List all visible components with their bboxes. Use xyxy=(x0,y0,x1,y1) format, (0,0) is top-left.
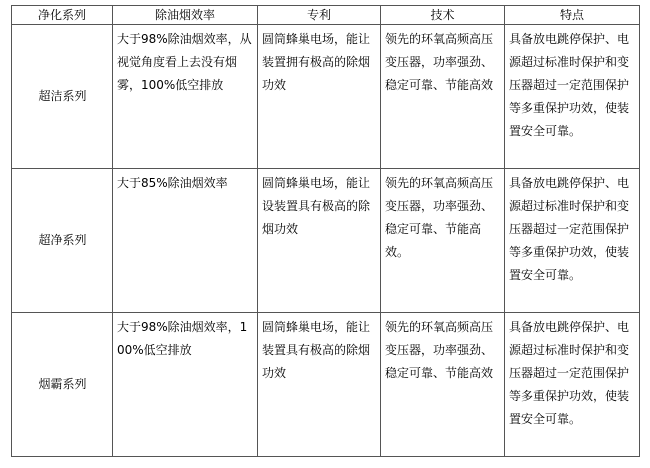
technology-cell: 领先的环氧高频高压变压器，功率强劲、稳定可靠、节能高效。 xyxy=(381,169,505,313)
table-row xyxy=(12,313,640,457)
patent-cell: 圆筒蜂巢电场，能让装置拥有极高的除烟功效 xyxy=(258,25,381,169)
header-efficiency: 除油烟效率 xyxy=(113,6,258,25)
efficiency-cell: 大于98%除油烟效率，100%低空排放 xyxy=(113,313,258,457)
efficiency-cell: 大于85%除油烟效率 xyxy=(113,169,258,313)
header-patent: 专利 xyxy=(258,6,381,25)
table-row xyxy=(12,169,640,313)
table-row xyxy=(12,25,640,169)
series-cell: 烟霸系列 xyxy=(12,313,113,457)
technology-cell: 领先的环氧高频高压变压器，功率强劲、稳定可靠、节能高效 xyxy=(381,25,505,169)
header-features: 特点 xyxy=(505,6,640,25)
product-table-container xyxy=(11,5,640,457)
features-cell: 具备放电跳停保护、电源超过标准时保护和变压器超过一定范围保护等多重保护功效，使装置安全可靠。 xyxy=(505,25,640,169)
series-cell: 超洁系列 xyxy=(12,25,113,169)
features-cell: 具备放电跳停保护、电源超过标准时保护和变压器超过一定范围保护等多重保护功效，使装置安全可靠。 xyxy=(505,313,640,457)
patent-cell: 圆筒蜂巢电场，能让装置具有极高的除烟功效 xyxy=(258,313,381,457)
efficiency-cell: 大于98%除油烟效率，从视觉角度看上去没有烟雾，100%低空排放 xyxy=(113,25,258,169)
technology-cell: 领先的环氧高频高压变压器，功率强劲、稳定可靠、节能高效 xyxy=(381,313,505,457)
table-header-row xyxy=(12,6,640,25)
product-comparison-table xyxy=(11,5,640,457)
header-series: 净化系列 xyxy=(12,6,113,25)
patent-cell: 圆筒蜂巢电场，能让设装置具有极高的除烟功效 xyxy=(258,169,381,313)
series-cell: 超净系列 xyxy=(12,169,113,313)
features-cell: 具备放电跳停保护、电源超过标准时保护和变压器超过一定范围保护等多重保护功效，使装置安全可靠。 xyxy=(505,169,640,313)
header-technology: 技术 xyxy=(381,6,505,25)
